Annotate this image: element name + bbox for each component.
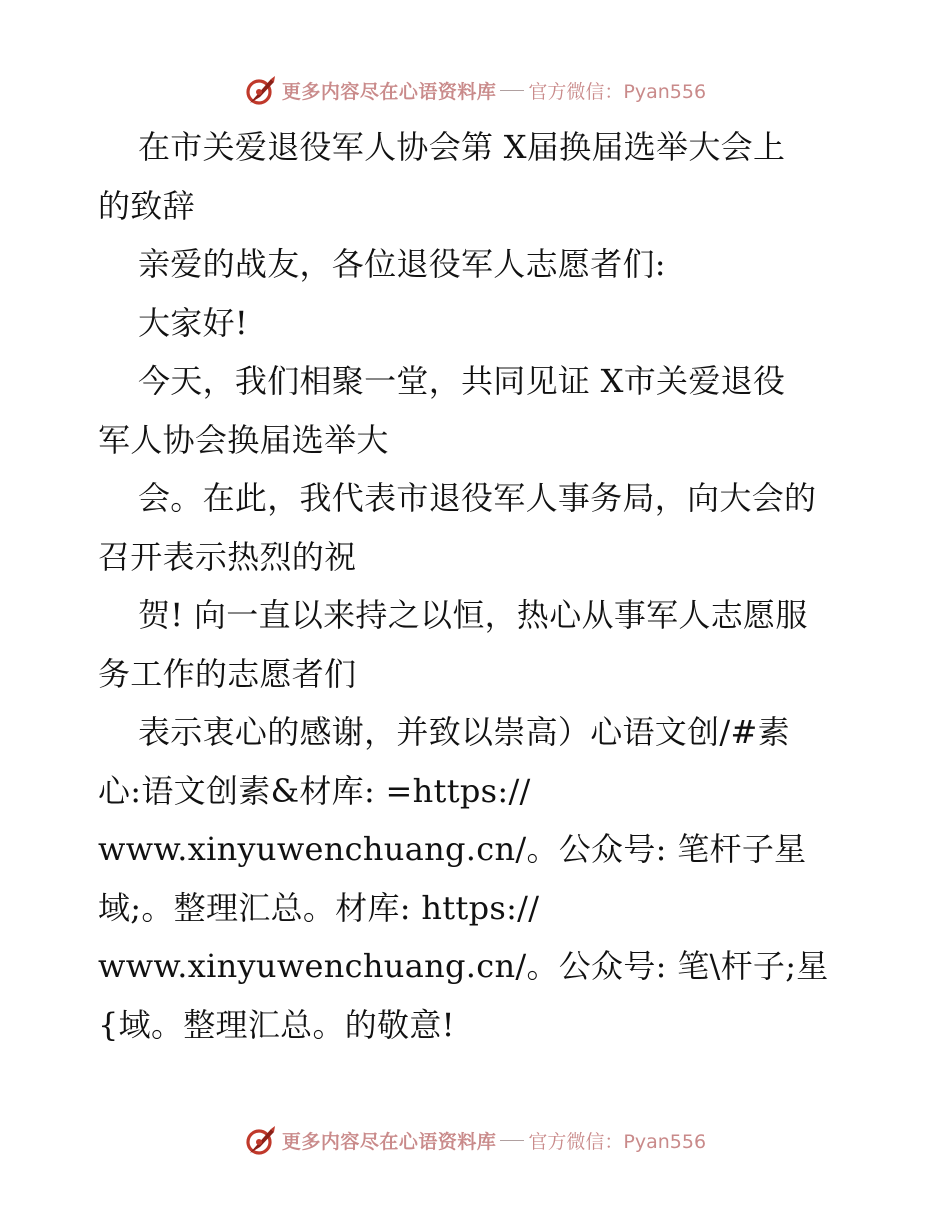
paragraph-line: 今天，我们相聚一堂，共同见证 X市关爱退役 bbox=[138, 362, 786, 400]
document-body bbox=[98, 118, 888, 1054]
banner-brand-text: 更多内容尽在心语资料库 bbox=[281, 80, 497, 103]
title-line-1: 在市关爱退役军人协会第 X届换届选举大会上 bbox=[138, 128, 786, 166]
paragraph-line: 贺! 向一直以来持之以恒，热心从事军人志愿服 bbox=[138, 596, 808, 634]
paragraph-line: 域;。整理汇总。材库: https:// bbox=[98, 888, 540, 927]
paragraph-line: {域。整理汇总。的敬意! bbox=[98, 1005, 455, 1044]
banner-divider bbox=[500, 90, 524, 91]
header-banner bbox=[0, 70, 950, 110]
paragraph-line: www.xinyuwenchuang.cn/。公众号: 笔杆子星 bbox=[98, 830, 807, 868]
paragraph-line: 心:语文创素&材库: =https:// bbox=[98, 771, 531, 810]
salutation: 亲爱的战友，各位退役军人志愿者们: bbox=[138, 245, 666, 283]
paragraph-line: 表示衷心的感谢，并致以崇高）心语文创/#素 bbox=[138, 713, 790, 751]
quill-logo-icon bbox=[244, 73, 278, 107]
paragraph-line: 召开表示热烈的祝 bbox=[98, 537, 357, 576]
paragraph-line: www.xinyuwenchuang.cn/。公众号: 笔\杆子;星 bbox=[98, 947, 829, 985]
greeting: 大家好! bbox=[138, 303, 249, 342]
banner-contact-text: 官方微信：Pyan556 bbox=[528, 1130, 707, 1153]
paragraph-line: 会。在此，我代表市退役军人事务局，向大会的 bbox=[138, 479, 817, 517]
paragraph-line: 务工作的志愿者们 bbox=[98, 654, 357, 693]
footer-banner bbox=[0, 1120, 950, 1160]
quill-logo-icon bbox=[244, 1123, 278, 1157]
title-line-2: 的致辞 bbox=[98, 186, 195, 225]
paragraph-line: 军人协会换届选举大 bbox=[98, 420, 389, 459]
banner-divider bbox=[500, 1140, 524, 1141]
banner-brand-text: 更多内容尽在心语资料库 bbox=[281, 1130, 497, 1153]
banner-contact-text: 官方微信：Pyan556 bbox=[528, 80, 707, 103]
